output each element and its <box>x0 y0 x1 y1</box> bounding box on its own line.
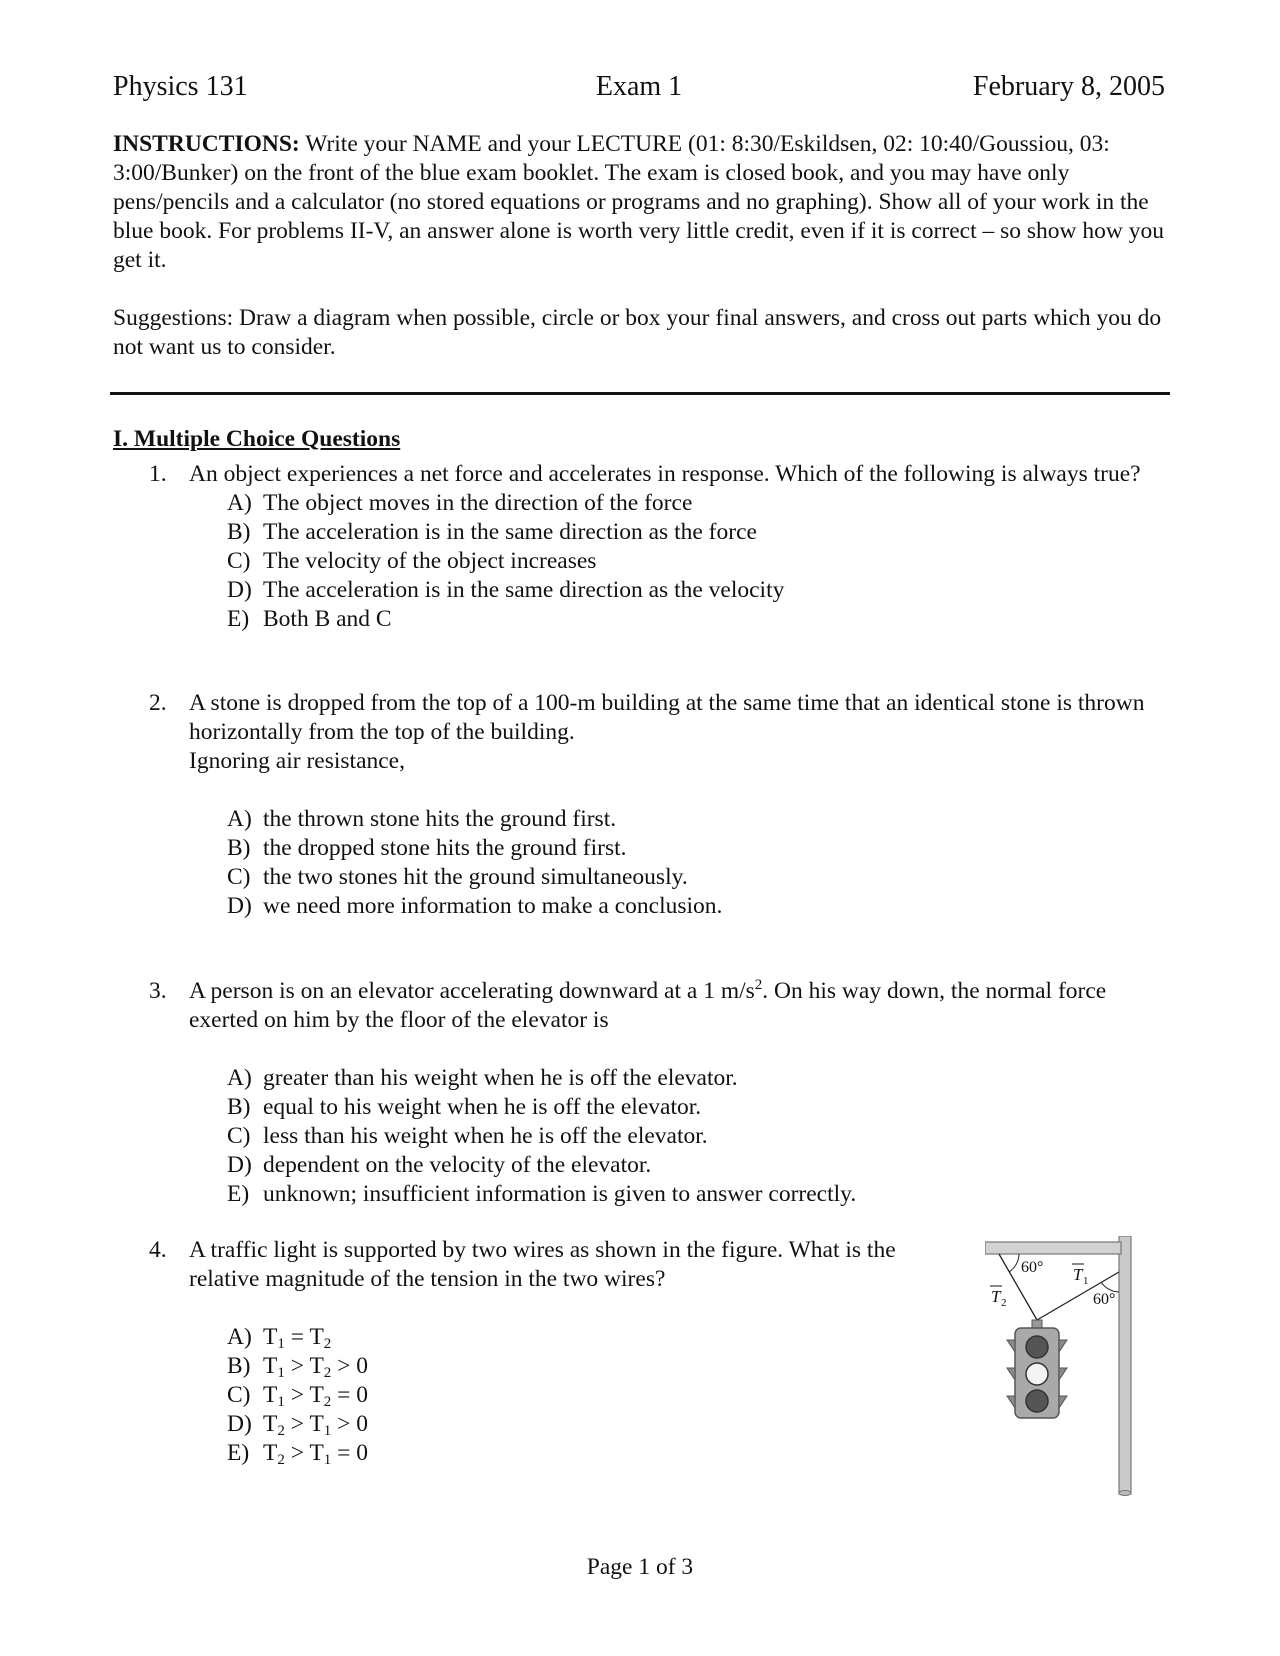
instructions-label: INSTRUCTIONS: <box>113 131 300 157</box>
choice-c <box>227 1122 1149 1151</box>
symbol: > T <box>284 1411 324 1437</box>
subscript: 2 <box>323 1394 332 1410</box>
question-3 <box>149 977 1149 1209</box>
choice-text: equal to his weight when he is off the elevator. <box>263 1094 702 1120</box>
subscript: 2 <box>277 1423 285 1439</box>
tension-label-t1-sub: 1 <box>1083 1275 1089 1287</box>
symbol: = T <box>284 1324 324 1350</box>
subscript: 2 <box>323 1336 332 1352</box>
question-stem-continued: Ignoring air resistance, <box>189 748 405 774</box>
angle-label-left: 60° <box>1021 1259 1044 1276</box>
choice-text: greater than his weight when he is off the elevator. <box>263 1065 738 1091</box>
choice-label: B) <box>227 519 251 545</box>
choice-e <box>227 1439 949 1468</box>
tension-label-t1: T <box>1073 1265 1083 1284</box>
choice-label: E) <box>227 1440 250 1466</box>
choice-c <box>227 547 1149 576</box>
exam-header <box>113 72 1165 108</box>
choice-text: we need more information to make a conclusion. <box>263 893 723 919</box>
visor <box>1007 1340 1015 1352</box>
choice-c <box>227 1381 949 1410</box>
choice-a <box>227 1064 1149 1093</box>
choice-a <box>227 1323 949 1352</box>
instructions-text: Write your NAME and your LECTURE (01: 8:30/Eskildsen, 02: 10:40/Goussiou, 03: 3:00/Bunker) on the front of the blue exam booklet. The exam is closed book, and you may have only pens/pencils and a calculator (no stored equations or programs and no graphing). Show all of your work in the blue book. For problems II-V, an answer alone is worth very little credit, even if it is correct – so show how you get it. <box>113 131 1164 273</box>
stem-superscript: 2 <box>754 977 763 993</box>
choice-b <box>227 518 1149 547</box>
choice-text: The object moves in the direction of the force <box>263 490 693 516</box>
choice-list <box>227 805 1149 921</box>
choice-text: dependent on the velocity of the elevator. <box>263 1152 652 1178</box>
symbol: > T <box>284 1353 324 1379</box>
subscript: 2 <box>323 1365 332 1381</box>
question-1 <box>149 460 1149 634</box>
choice-a <box>227 805 1149 834</box>
choice-a <box>227 489 1149 518</box>
choice-label: D) <box>227 893 252 919</box>
choice-list <box>227 1064 1149 1209</box>
choice-text: Both B and C <box>263 606 392 632</box>
symbol: T <box>263 1382 278 1408</box>
traffic-light-diagram <box>985 1236 1145 1502</box>
symbol: > 0 <box>331 1411 369 1437</box>
symbol: > T <box>284 1440 324 1466</box>
choice-text: The acceleration is in the same direction as the velocity <box>263 577 785 603</box>
question-stem: An object experiences a net force and accelerates in response. Which of the following is always true? <box>189 461 1141 487</box>
exam-date: February 8, 2005 <box>972 71 1165 102</box>
signal-lamp-top <box>1026 1336 1048 1358</box>
visor <box>1007 1368 1015 1380</box>
choice-b <box>227 1093 1149 1122</box>
visor <box>1059 1396 1067 1408</box>
choice-b <box>227 834 1149 863</box>
exam-title: Exam 1 <box>595 71 683 102</box>
question-2 <box>149 689 1149 921</box>
stem-text: . On his way down, the normal force exerted on him by the floor of the elevator is <box>189 978 1107 1033</box>
instructions <box>113 130 1173 275</box>
tension-label-t2: T <box>991 1287 1001 1306</box>
traffic-light-figure <box>985 1236 1145 1502</box>
choice-label: C) <box>227 548 251 574</box>
choice-list <box>227 489 1149 634</box>
choice-d <box>227 1410 949 1439</box>
question-number: 2. <box>149 690 167 716</box>
subscript: 1 <box>277 1394 285 1410</box>
visor <box>1059 1368 1067 1380</box>
tension-label-t2-sub: 2 <box>1001 1297 1007 1309</box>
course-name: Physics 131 <box>113 71 248 102</box>
symbol: > 0 <box>331 1353 369 1379</box>
pole-base <box>1119 1491 1131 1496</box>
subscript: 1 <box>277 1365 285 1381</box>
page-number: Page 1 of 3 <box>586 1554 694 1580</box>
choice-d <box>227 1151 1149 1180</box>
question-stem <box>189 977 1149 1035</box>
subscript: 1 <box>277 1336 285 1352</box>
stem-text: A person is on an elevator accelerating downward at a 1 m/s <box>189 978 755 1004</box>
symbol: T <box>263 1324 278 1350</box>
suggestions: Suggestions: Draw a diagram when possible, circle or box your final answers, and cross out parts which you do not want us to consider. <box>113 305 1162 360</box>
choice-label: C) <box>227 864 251 890</box>
section-divider <box>110 392 1170 395</box>
question-stem: A traffic light is supported by two wires as shown in the figure. What is the relative magnitude of the tension in the two wires? <box>189 1237 896 1292</box>
choice-text: the two stones hit the ground simultaneously. <box>263 864 688 890</box>
visor <box>1059 1340 1067 1352</box>
choice-label: B) <box>227 835 251 861</box>
choice-label: C) <box>227 1382 251 1408</box>
question-stem: A stone is dropped from the top of a 100-m building at the same time that an identical stone is thrown horizontally from the top of the building. <box>189 690 1145 745</box>
choice-e <box>227 1180 1149 1209</box>
choice-e <box>227 605 1149 634</box>
choice-label: C) <box>227 1123 251 1149</box>
choice-text: unknown; insufficient information is given to answer correctly. <box>263 1181 857 1207</box>
symbol: T <box>263 1440 278 1466</box>
angle-arc-left <box>1009 1254 1019 1272</box>
subscript: 1 <box>323 1423 332 1439</box>
choice-label: D) <box>227 1411 252 1437</box>
choice-label: A) <box>227 806 252 832</box>
choice-c <box>227 863 1149 892</box>
choice-d <box>227 892 1149 921</box>
pole <box>1119 1236 1131 1494</box>
pole-arm <box>985 1242 1121 1254</box>
choice-label: D) <box>227 1152 252 1178</box>
choice-text: the thrown stone hits the ground first. <box>263 806 617 832</box>
choice-label: E) <box>227 606 250 632</box>
signal-lamp-bottom <box>1026 1390 1048 1412</box>
choice-label: A) <box>227 490 252 516</box>
visor <box>1007 1396 1015 1408</box>
choice-text: The velocity of the object increases <box>263 548 597 574</box>
choice-text: The acceleration is in the same direction as the force <box>263 519 757 545</box>
choice-label: A) <box>227 1065 252 1091</box>
symbol: = 0 <box>331 1440 369 1466</box>
question-4 <box>149 1236 949 1468</box>
choice-d <box>227 576 1149 605</box>
subscript: 2 <box>277 1452 285 1468</box>
choice-label: E) <box>227 1181 250 1207</box>
symbol: T <box>263 1353 278 1379</box>
choice-label: B) <box>227 1353 251 1379</box>
choice-text: the dropped stone hits the ground first. <box>263 835 627 861</box>
signal-lamp-middle <box>1026 1363 1048 1385</box>
question-number: 1. <box>149 461 167 487</box>
choice-label: A) <box>227 1324 252 1350</box>
question-number: 3. <box>149 978 167 1004</box>
choice-label: D) <box>227 577 252 603</box>
choice-text: less than his weight when he is off the elevator. <box>263 1123 708 1149</box>
angle-label-right: 60° <box>1093 1291 1116 1308</box>
choice-list <box>227 1323 949 1468</box>
choice-label: B) <box>227 1094 251 1120</box>
symbol: T <box>263 1411 278 1437</box>
symbol: = 0 <box>331 1382 369 1408</box>
subscript: 1 <box>323 1452 332 1468</box>
question-number: 4. <box>149 1237 167 1263</box>
symbol: > T <box>284 1382 324 1408</box>
section-title: I. Multiple Choice Questions <box>113 426 401 452</box>
light-hanger <box>1032 1320 1042 1328</box>
choice-b <box>227 1352 949 1381</box>
